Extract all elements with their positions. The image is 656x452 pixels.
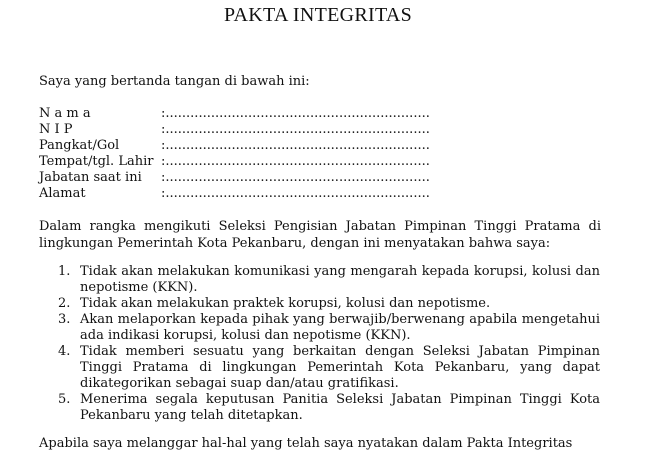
- field-label: Tempat/tgl. Lahir: [39, 154, 154, 169]
- field-blank: :................................................................: [161, 186, 430, 201]
- field-row-nip: [39, 122, 441, 138]
- item-number: 5.: [58, 392, 71, 407]
- item-text: Tidak akan melakukan praktek korupsi, kolusi dan nepotisme.: [80, 296, 491, 311]
- identity-fields: [39, 106, 441, 202]
- list-item: [58, 296, 600, 312]
- item-number: 1.: [58, 264, 71, 279]
- field-label: Pangkat/Gol: [39, 138, 120, 153]
- field-label: Alamat: [39, 186, 86, 201]
- closing-text: Apabila saya melanggar hal-hal yang telah saya nyatakan dalam Pakta Integritas: [39, 436, 573, 451]
- item-text: Tidak akan melakukan komunikasi yang mengarah kepada korupsi, kolusi dan nepotisme (KKN).: [80, 264, 600, 295]
- field-row-address: [39, 186, 441, 202]
- item-text: Tidak memberi sesuatu yang berkaitan dengan Seleksi Jabatan Pimpinan Tinggi Pratama di lingkungan Pemerintah Kota Pekanbaru, yang dapat dikategorikan sebagai suap dan/atau gratifikasi.: [80, 344, 600, 391]
- field-label: N a m a: [39, 106, 91, 121]
- field-blank: :................................................................: [161, 154, 430, 169]
- item-number: 4.: [58, 344, 71, 359]
- field-blank: :................................................................: [161, 106, 430, 121]
- intro-text: Saya yang bertanda tangan di bawah ini:: [39, 74, 310, 89]
- document-title: PAKTA INTEGRITAS: [223, 4, 413, 26]
- item-text: Akan melaporkan kepada pihak yang berwajib/berwenang apabila mengetahui ada indikasi korupsi, kolusi dan nepotisme (KKN).: [80, 312, 600, 343]
- field-row-rank: [39, 138, 441, 154]
- list-item: [58, 344, 600, 392]
- field-label: N I P: [39, 122, 73, 137]
- list-item: [58, 392, 600, 424]
- statement-paragraph: Dalam rangka mengikuti Seleksi Pengisian Jabatan Pimpinan Tinggi Pratama di lingkungan Pemerintah Kota Pekanbaru, dengan ini menyatakan bahwa saya:: [39, 219, 601, 251]
- field-row-name: [39, 106, 441, 122]
- item-number: 3.: [58, 312, 71, 327]
- field-row-position: [39, 170, 441, 186]
- field-blank: :................................................................: [161, 138, 430, 153]
- field-label: Jabatan saat ini: [39, 170, 142, 185]
- list-item: [58, 264, 600, 296]
- item-number: 2.: [58, 296, 71, 311]
- field-row-birth: [39, 154, 441, 170]
- item-text: Menerima segala keputusan Panitia Seleksi Jabatan Pimpinan Tinggi Kota Pekanbaru yang telah ditetapkan.: [80, 392, 600, 423]
- field-blank: :................................................................: [161, 122, 430, 137]
- field-blank: :................................................................: [161, 170, 430, 185]
- list-item: [58, 312, 600, 344]
- commitment-list: [58, 264, 600, 424]
